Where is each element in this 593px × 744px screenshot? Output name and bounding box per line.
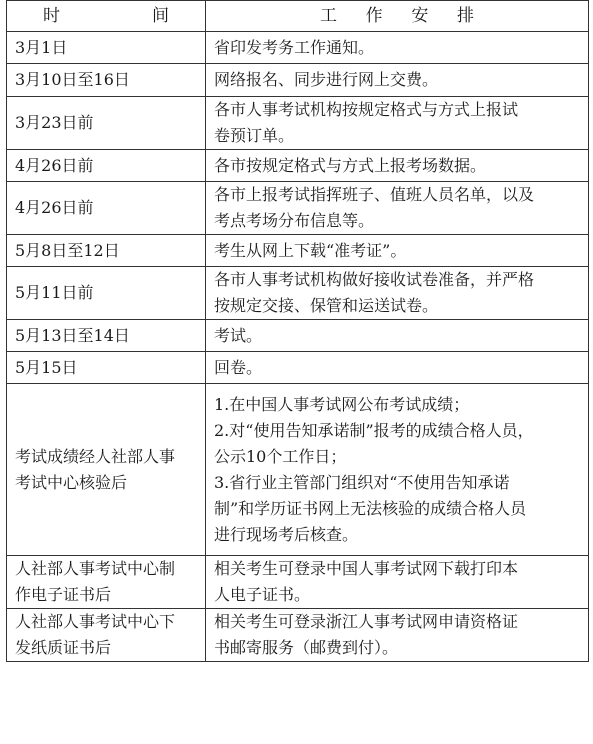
time-cell xyxy=(7,556,206,609)
table-row xyxy=(7,352,589,384)
work-cell xyxy=(206,384,589,556)
work-text: 考试。 xyxy=(214,325,263,345)
time-text: 人社部人事考试中心下 xyxy=(15,612,176,631)
table-row xyxy=(7,384,589,556)
work-text: 制”和学历证书网上无法核验的成绩合格人员 xyxy=(214,498,527,518)
time-text: 3月1日 xyxy=(15,37,68,57)
header-work-char: 安 xyxy=(411,6,429,26)
time-text: 4月26日前 xyxy=(15,198,94,217)
work-cell xyxy=(206,182,589,235)
table-row xyxy=(7,182,589,235)
work-text: 考点考场分布信息等。 xyxy=(214,211,375,230)
work-cell xyxy=(206,97,589,150)
work-text: 人电子证书。 xyxy=(214,585,311,604)
table-row xyxy=(7,97,589,150)
time-text: 5月13日至14日 xyxy=(15,325,130,345)
time-cell xyxy=(7,267,206,320)
time-cell xyxy=(7,64,206,97)
work-text: 各市人事考试机构做好接收试卷准备，并严格 xyxy=(214,270,535,289)
header-work-arrangement xyxy=(206,1,589,32)
work-text: 书邮寄服务（邮费到付）。 xyxy=(214,638,399,657)
work-cell xyxy=(206,235,589,267)
work-text: 进行现场考后核查。 xyxy=(214,524,359,544)
work-text: 省印发考务工作通知。 xyxy=(214,37,375,57)
work-text: 公示10个工作日； xyxy=(214,446,347,466)
work-text: 网络报名、同步进行网上交费。 xyxy=(214,70,439,89)
table-row xyxy=(7,235,589,267)
table-row xyxy=(7,267,589,320)
work-text: 相关考生可登录中国人事考试网下载打印本 xyxy=(214,559,519,578)
header-time-char: 间 xyxy=(152,6,169,26)
work-cell xyxy=(206,64,589,97)
time-text: 发纸质证书后 xyxy=(15,638,112,657)
table-row xyxy=(7,320,589,352)
work-cell xyxy=(206,32,589,64)
schedule-table xyxy=(6,0,589,662)
header-time xyxy=(7,1,206,32)
work-cell xyxy=(206,320,589,352)
time-cell xyxy=(7,352,206,384)
table-row xyxy=(7,32,589,64)
schedule-body xyxy=(7,32,589,662)
table-header-row xyxy=(7,1,589,32)
time-cell xyxy=(7,182,206,235)
work-cell xyxy=(206,352,589,384)
header-work-char: 工 xyxy=(320,6,337,26)
time-text: 4月26日前 xyxy=(15,155,94,175)
table-row xyxy=(7,609,589,662)
work-text: 2.对“使用告知承诺制”报考的成绩合格人员， xyxy=(214,420,534,440)
work-text: 按规定交接、保管和运送试卷。 xyxy=(214,296,439,315)
time-text: 作电子证书后 xyxy=(15,585,112,604)
work-cell xyxy=(206,150,589,182)
work-text: 各市按规定格式与方式上报考场数据。 xyxy=(214,155,487,175)
work-text: 考生从网上下载“准考证”。 xyxy=(214,240,407,260)
time-text: 3月10日至16日 xyxy=(15,70,130,89)
time-cell xyxy=(7,320,206,352)
time-cell xyxy=(7,97,206,150)
work-text: 1.在中国人事考试网公布考试成绩； xyxy=(214,394,470,414)
work-text: 回卷。 xyxy=(214,357,263,377)
work-text: 各市上报考试指挥班子、值班人员名单，以及 xyxy=(214,185,535,204)
work-cell xyxy=(206,267,589,320)
time-text: 5月15日 xyxy=(15,357,78,377)
time-cell xyxy=(7,235,206,267)
table-row xyxy=(7,64,589,97)
time-text: 考试中心核验后 xyxy=(15,472,128,492)
time-cell xyxy=(7,32,206,64)
time-cell xyxy=(7,384,206,556)
header-work-char: 作 xyxy=(365,6,383,26)
work-text: 相关考生可登录浙江人事考试网申请资格证 xyxy=(214,612,519,631)
table-row xyxy=(7,150,589,182)
work-cell xyxy=(206,556,589,609)
time-text: 5月11日前 xyxy=(15,283,94,302)
work-text: 3.省行业主管部门组织对“不使用告知承诺 xyxy=(214,472,510,492)
header-work-char: 排 xyxy=(456,6,474,26)
header-time-char: 时 xyxy=(43,6,60,26)
time-cell xyxy=(7,609,206,662)
time-text: 人社部人事考试中心制 xyxy=(15,559,176,578)
time-text: 考试成绩经人社部人事 xyxy=(15,446,176,466)
time-text: 5月8日至12日 xyxy=(15,240,120,260)
table-row xyxy=(7,556,589,609)
time-cell xyxy=(7,150,206,182)
work-text: 各市人事考试机构按规定格式与方式上报试 xyxy=(214,100,519,119)
work-text: 卷预订单。 xyxy=(214,126,295,145)
work-cell xyxy=(206,609,589,662)
time-text: 3月23日前 xyxy=(15,113,94,132)
